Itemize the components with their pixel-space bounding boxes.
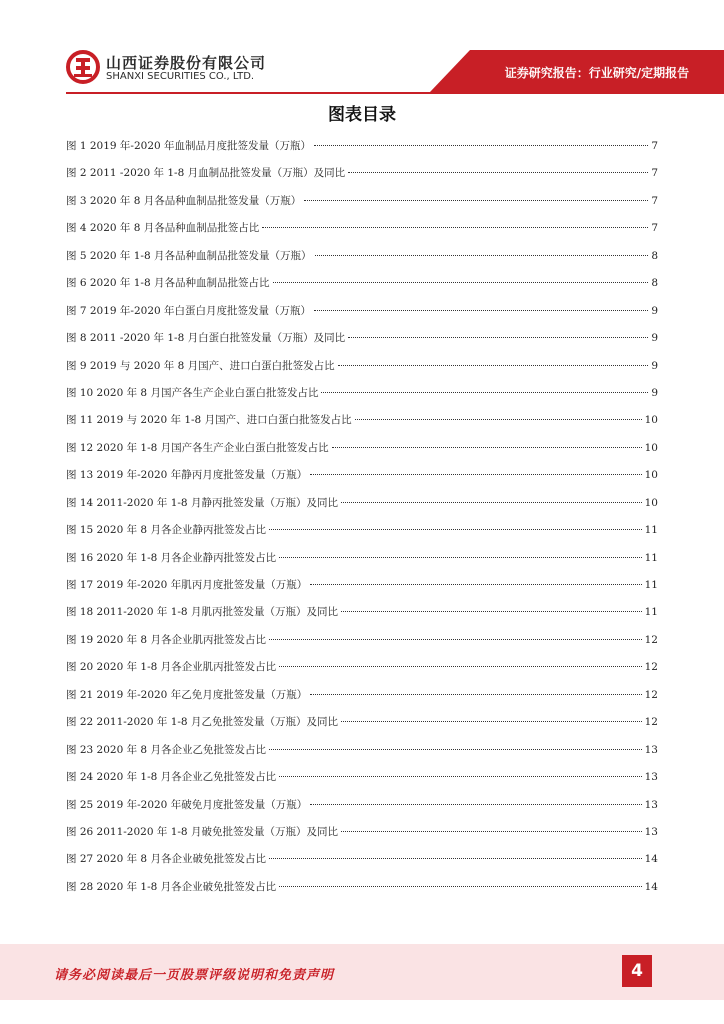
company-name-cn: 山西证券股份有限公司 bbox=[106, 54, 267, 72]
toc-dot-leader bbox=[314, 145, 648, 146]
toc-entry[interactable] bbox=[66, 243, 658, 270]
toc-dot-leader bbox=[262, 227, 648, 228]
toc-entry-label: 图 27 2020 年 8 月各企业破免批签发占比 bbox=[66, 853, 266, 866]
toc-dot-leader bbox=[355, 419, 642, 420]
toc-entry[interactable] bbox=[66, 682, 658, 709]
toc-entry-page: 10 bbox=[644, 414, 658, 427]
toc-entry[interactable] bbox=[66, 380, 658, 407]
toc-entry[interactable] bbox=[66, 160, 658, 187]
toc-dot-leader bbox=[310, 694, 641, 695]
toc-dot-leader bbox=[279, 666, 641, 667]
toc-dot-leader bbox=[348, 337, 648, 338]
toc-dot-leader bbox=[310, 474, 641, 475]
toc-entry[interactable] bbox=[66, 599, 658, 626]
toc-dot-leader bbox=[341, 502, 642, 503]
toc-entry-label: 图 15 2020 年 8 月各企业静丙批签发占比 bbox=[66, 524, 266, 537]
toc-entry-page: 9 bbox=[651, 386, 658, 399]
toc-entry-label: 图 10 2020 年 8 月国产各生产企业白蛋白批签发占比 bbox=[66, 386, 319, 399]
toc-entry[interactable] bbox=[66, 654, 658, 681]
toc-entry[interactable] bbox=[66, 545, 658, 572]
toc-entry-label: 图 17 2019 年-2020 年肌丙月度批签发量（万瓶） bbox=[66, 579, 308, 591]
toc-entry-label: 图 14 2011-2020 年 1-8 月静丙批签发量（万瓶）及同比 bbox=[66, 496, 338, 509]
toc-dot-leader bbox=[341, 721, 642, 722]
toc-entry-label: 图 24 2020 年 1-8 月各企业乙免批签发占比 bbox=[66, 771, 277, 784]
toc-entry-label: 图 12 2020 年 1-8 月国产各生产企业白蛋白批签发占比 bbox=[66, 441, 329, 454]
toc-title: 图表目录 bbox=[328, 105, 396, 125]
toc-entry-page: 11 bbox=[644, 579, 658, 591]
toc-entry-label: 图 22 2011-2020 年 1-8 月乙免批签发量（万瓶）及同比 bbox=[66, 716, 338, 729]
toc-entry[interactable] bbox=[66, 298, 658, 325]
toc-entry-label: 图 16 2020 年 1-8 月各企业静丙批签发占比 bbox=[66, 551, 277, 564]
toc-entry-label: 图 7 2019 年-2020 年白蛋白月度批签发量（万瓶） bbox=[66, 304, 312, 317]
toc-entry-label: 图 20 2020 年 1-8 月各企业肌丙批签发占比 bbox=[66, 661, 277, 674]
toc-dot-leader bbox=[269, 639, 642, 640]
toc-entry-label: 图 2 2011 -2020 年 1-8 月血制品批签发量（万瓶）及同比 bbox=[66, 167, 346, 180]
toc-entry-label: 图 18 2011-2020 年 1-8 月肌丙批签发量（万瓶）及同比 bbox=[66, 606, 338, 619]
toc-entry-page: 8 bbox=[651, 277, 658, 290]
toc-dot-leader bbox=[279, 557, 641, 558]
toc-entry-page: 10 bbox=[644, 469, 658, 482]
toc-entry[interactable] bbox=[66, 353, 658, 380]
toc-entry-page: 9 bbox=[651, 332, 658, 345]
toc-entry[interactable] bbox=[66, 874, 658, 901]
toc-list bbox=[66, 133, 658, 901]
toc-entry[interactable] bbox=[66, 709, 658, 736]
toc-entry[interactable] bbox=[66, 846, 658, 873]
toc-dot-leader bbox=[314, 310, 648, 311]
toc-dot-leader bbox=[269, 858, 642, 859]
page-number: 4 bbox=[622, 955, 652, 987]
toc-entry[interactable] bbox=[66, 819, 658, 846]
header-divider bbox=[66, 92, 724, 94]
toc-entry[interactable] bbox=[66, 462, 658, 489]
report-type-label: 证券研究报告：行业研究/定期报告 bbox=[504, 66, 690, 80]
toc-entry-label: 图 21 2019 年-2020 年乙免月度批签发量（万瓶） bbox=[66, 688, 308, 701]
toc-entry[interactable] bbox=[66, 325, 658, 352]
toc-entry-label: 图 6 2020 年 1-8 月各品种血制品批签占比 bbox=[66, 277, 270, 290]
toc-entry[interactable] bbox=[66, 572, 658, 599]
toc-dot-leader bbox=[279, 776, 641, 777]
toc-entry-page: 7 bbox=[651, 167, 658, 180]
toc-entry-label: 图 13 2019 年-2020 年静丙月度批签发量（万瓶） bbox=[66, 469, 308, 482]
toc-entry-page: 11 bbox=[644, 551, 658, 564]
toc-entry[interactable] bbox=[66, 792, 658, 819]
toc-entry-label: 图 9 2019 与 2020 年 8 月国产、进口白蛋白批签发占比 bbox=[66, 359, 335, 372]
toc-entry-label: 图 23 2020 年 8 月各企业乙免批签发占比 bbox=[66, 743, 266, 756]
toc-entry-page: 14 bbox=[644, 853, 658, 866]
toc-dot-leader bbox=[269, 749, 642, 750]
toc-entry[interactable] bbox=[66, 407, 658, 434]
toc-dot-leader bbox=[332, 447, 642, 448]
toc-dot-leader bbox=[310, 804, 641, 805]
toc-entry-label: 图 8 2011 -2020 年 1-8 月白蛋白批签发量（万瓶）及同比 bbox=[66, 332, 346, 345]
toc-dot-leader bbox=[304, 200, 648, 201]
toc-entry-page: 12 bbox=[644, 716, 658, 729]
toc-entry[interactable] bbox=[66, 490, 658, 517]
toc-entry[interactable] bbox=[66, 627, 658, 654]
toc-dot-leader bbox=[279, 886, 641, 887]
toc-dot-leader bbox=[310, 584, 641, 585]
toc-entry-page: 7 bbox=[651, 222, 658, 235]
toc-entry[interactable] bbox=[66, 133, 658, 160]
toc-entry[interactable] bbox=[66, 188, 658, 215]
toc-entry-page: 10 bbox=[644, 496, 658, 509]
toc-entry[interactable] bbox=[66, 764, 658, 791]
footer-disclaimer: 请务必阅读最后一页股票评级说明和免责声明 bbox=[54, 968, 335, 983]
toc-dot-leader bbox=[341, 831, 642, 832]
toc-entry-page: 13 bbox=[644, 825, 658, 838]
toc-entry-page: 7 bbox=[651, 194, 658, 207]
toc-entry-page: 9 bbox=[651, 359, 658, 372]
toc-entry-label: 图 25 2019 年-2020 年破免月度批签发量（万瓶） bbox=[66, 798, 308, 811]
toc-entry-page: 11 bbox=[644, 524, 658, 537]
toc-entry-page: 8 bbox=[651, 249, 658, 262]
toc-entry-page: 10 bbox=[644, 441, 658, 454]
toc-entry-page: 12 bbox=[644, 688, 658, 701]
toc-entry-page: 13 bbox=[644, 771, 658, 784]
toc-dot-leader bbox=[338, 365, 649, 366]
toc-entry[interactable] bbox=[66, 737, 658, 764]
toc-entry-label: 图 3 2020 年 8 月各品种血制品批签发量（万瓶） bbox=[66, 194, 302, 207]
toc-entry-label: 图 28 2020 年 1-8 月各企业破免批签发占比 bbox=[66, 880, 277, 893]
toc-dot-leader bbox=[315, 255, 649, 256]
toc-entry-label: 图 26 2011-2020 年 1-8 月破免批签发量（万瓶）及同比 bbox=[66, 825, 338, 838]
toc-entry-label: 图 19 2020 年 8 月各企业肌丙批签发占比 bbox=[66, 633, 266, 646]
toc-entry-page: 12 bbox=[644, 633, 658, 646]
toc-entry-label: 图 1 2019 年-2020 年血制品月度批签发量（万瓶） bbox=[66, 140, 312, 152]
toc-entry-page: 11 bbox=[644, 606, 658, 619]
toc-entry-label: 图 11 2019 与 2020 年 1-8 月国产、进口白蛋白批签发占比 bbox=[66, 414, 352, 427]
toc-dot-leader bbox=[273, 282, 649, 283]
toc-dot-leader bbox=[269, 529, 642, 530]
toc-entry[interactable] bbox=[66, 270, 658, 297]
toc-entry-label: 图 4 2020 年 8 月各品种血制品批签占比 bbox=[66, 222, 260, 235]
toc-entry-page: 14 bbox=[644, 880, 658, 893]
toc-dot-leader bbox=[341, 611, 642, 612]
toc-dot-leader bbox=[321, 392, 648, 393]
toc-entry[interactable] bbox=[66, 435, 658, 462]
page-header bbox=[0, 0, 724, 98]
shanxi-securities-logo-icon bbox=[66, 50, 100, 84]
toc-entry[interactable] bbox=[66, 517, 658, 544]
toc-entry-page: 12 bbox=[644, 661, 658, 674]
toc-entry[interactable] bbox=[66, 215, 658, 242]
toc-entry-label: 图 5 2020 年 1-8 月各品种血制品批签发量（万瓶） bbox=[66, 249, 312, 262]
toc-dot-leader bbox=[348, 172, 648, 173]
toc-entry-page: 13 bbox=[644, 798, 658, 811]
company-name-en: SHANXI SECURITIES CO., LTD. bbox=[106, 71, 255, 82]
toc-entry-page: 9 bbox=[651, 304, 658, 317]
toc-entry-page: 13 bbox=[644, 743, 658, 756]
toc-entry-page: 7 bbox=[651, 140, 658, 152]
